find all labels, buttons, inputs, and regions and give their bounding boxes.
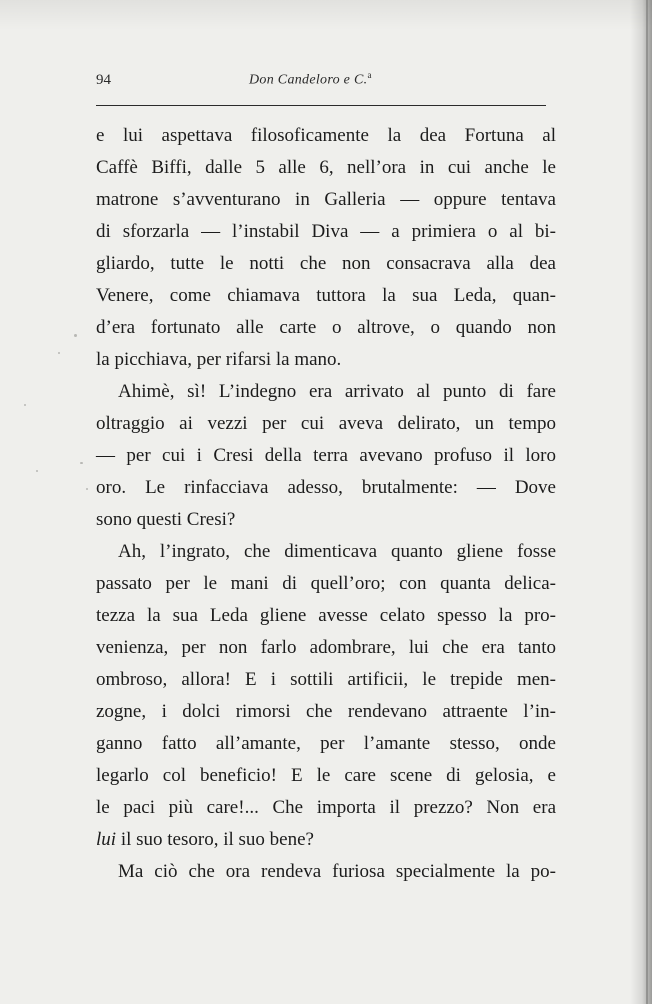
- text-line-18: ombroso, allora! E i sottili artificii, le trepide men-: [96, 669, 556, 690]
- paper-speck: [24, 404, 26, 406]
- page-edge-shadow: [630, 0, 652, 1004]
- text-line-20: ganno fatto all’amante, per l’amante stesso, onde: [96, 733, 556, 754]
- running-title: [249, 70, 372, 89]
- text-line-13: sono questi Cresi?: [96, 509, 236, 530]
- running-title-superscript: a: [367, 70, 372, 80]
- text-line-1: e lui aspettava filosoficamente la dea Fortuna al: [96, 125, 556, 146]
- text-line-22: le paci più care!... Che importa il prezzo? Non era: [96, 797, 556, 818]
- paper-speck: [36, 470, 38, 472]
- paper-speck: [80, 462, 83, 464]
- text-line-14: Ah, l’ingrato, che dimenticava quanto gliene fosse: [118, 541, 556, 562]
- text-line-5: gliardo, tutte le notti che non consacrava alla dea: [96, 253, 556, 274]
- text-line-21: legarlo col beneficio! E le care scene di gelosia, e: [96, 765, 556, 786]
- page-top-shadow: [0, 0, 652, 30]
- page-number: 94: [96, 72, 111, 88]
- text-line-7: d’era fortunato alle carte o altrove, o quando non: [96, 317, 556, 338]
- paper-speck: [74, 334, 77, 337]
- paper-speck: [86, 488, 88, 490]
- text-line-12: oro. Le rinfacciava adesso, brutalmente: — Dove: [96, 477, 556, 498]
- text-line-23-rest: il suo tesoro, il suo bene?: [116, 829, 314, 850]
- text-line-3: matrone s’avventurano in Galleria — oppure tentava: [96, 189, 556, 210]
- text-line-4: di sforzarla — l’instabil Diva — a primiera o al bi-: [96, 221, 556, 242]
- running-title-text: Don Candeloro e C.: [249, 72, 368, 88]
- text-line-24: Ma ciò che ora rendeva furiosa specialmente la po-: [118, 861, 556, 882]
- text-line-19: zogne, i dolci rimorsi che rendevano attraente l’in-: [96, 701, 556, 722]
- text-line-10: oltraggio ai vezzi per cui aveva delirato, un tempo: [96, 413, 556, 434]
- text-line-8: la picchiava, per rifarsi la mano.: [96, 349, 342, 370]
- text-line-2: Caffè Biffi, dalle 5 alle 6, nell’ora in cui anche le: [96, 157, 556, 178]
- text-line-23: [96, 824, 556, 856]
- header-rule: [96, 105, 546, 106]
- page-edge-line: [646, 0, 648, 1004]
- italic-word: lui: [96, 829, 117, 850]
- text-line-16: tezza la sua Leda gliene avesse celato spesso la pro-: [96, 605, 556, 626]
- text-line-15: passato per le mani di quell’oro; con quanta delica-: [96, 573, 556, 594]
- text-line-11: — per cui i Cresi della terra avevano profuso il loro: [96, 445, 556, 466]
- text-line-17: venienza, per non farlo adombrare, lui che era tanto: [96, 637, 556, 658]
- text-line-6: Venere, come chiamava tuttora la sua Leda, quan-: [96, 285, 556, 306]
- paper-speck: [58, 352, 60, 354]
- text-line-9: Ahimè, sì! L’indegno era arrivato al punto di fare: [118, 381, 556, 402]
